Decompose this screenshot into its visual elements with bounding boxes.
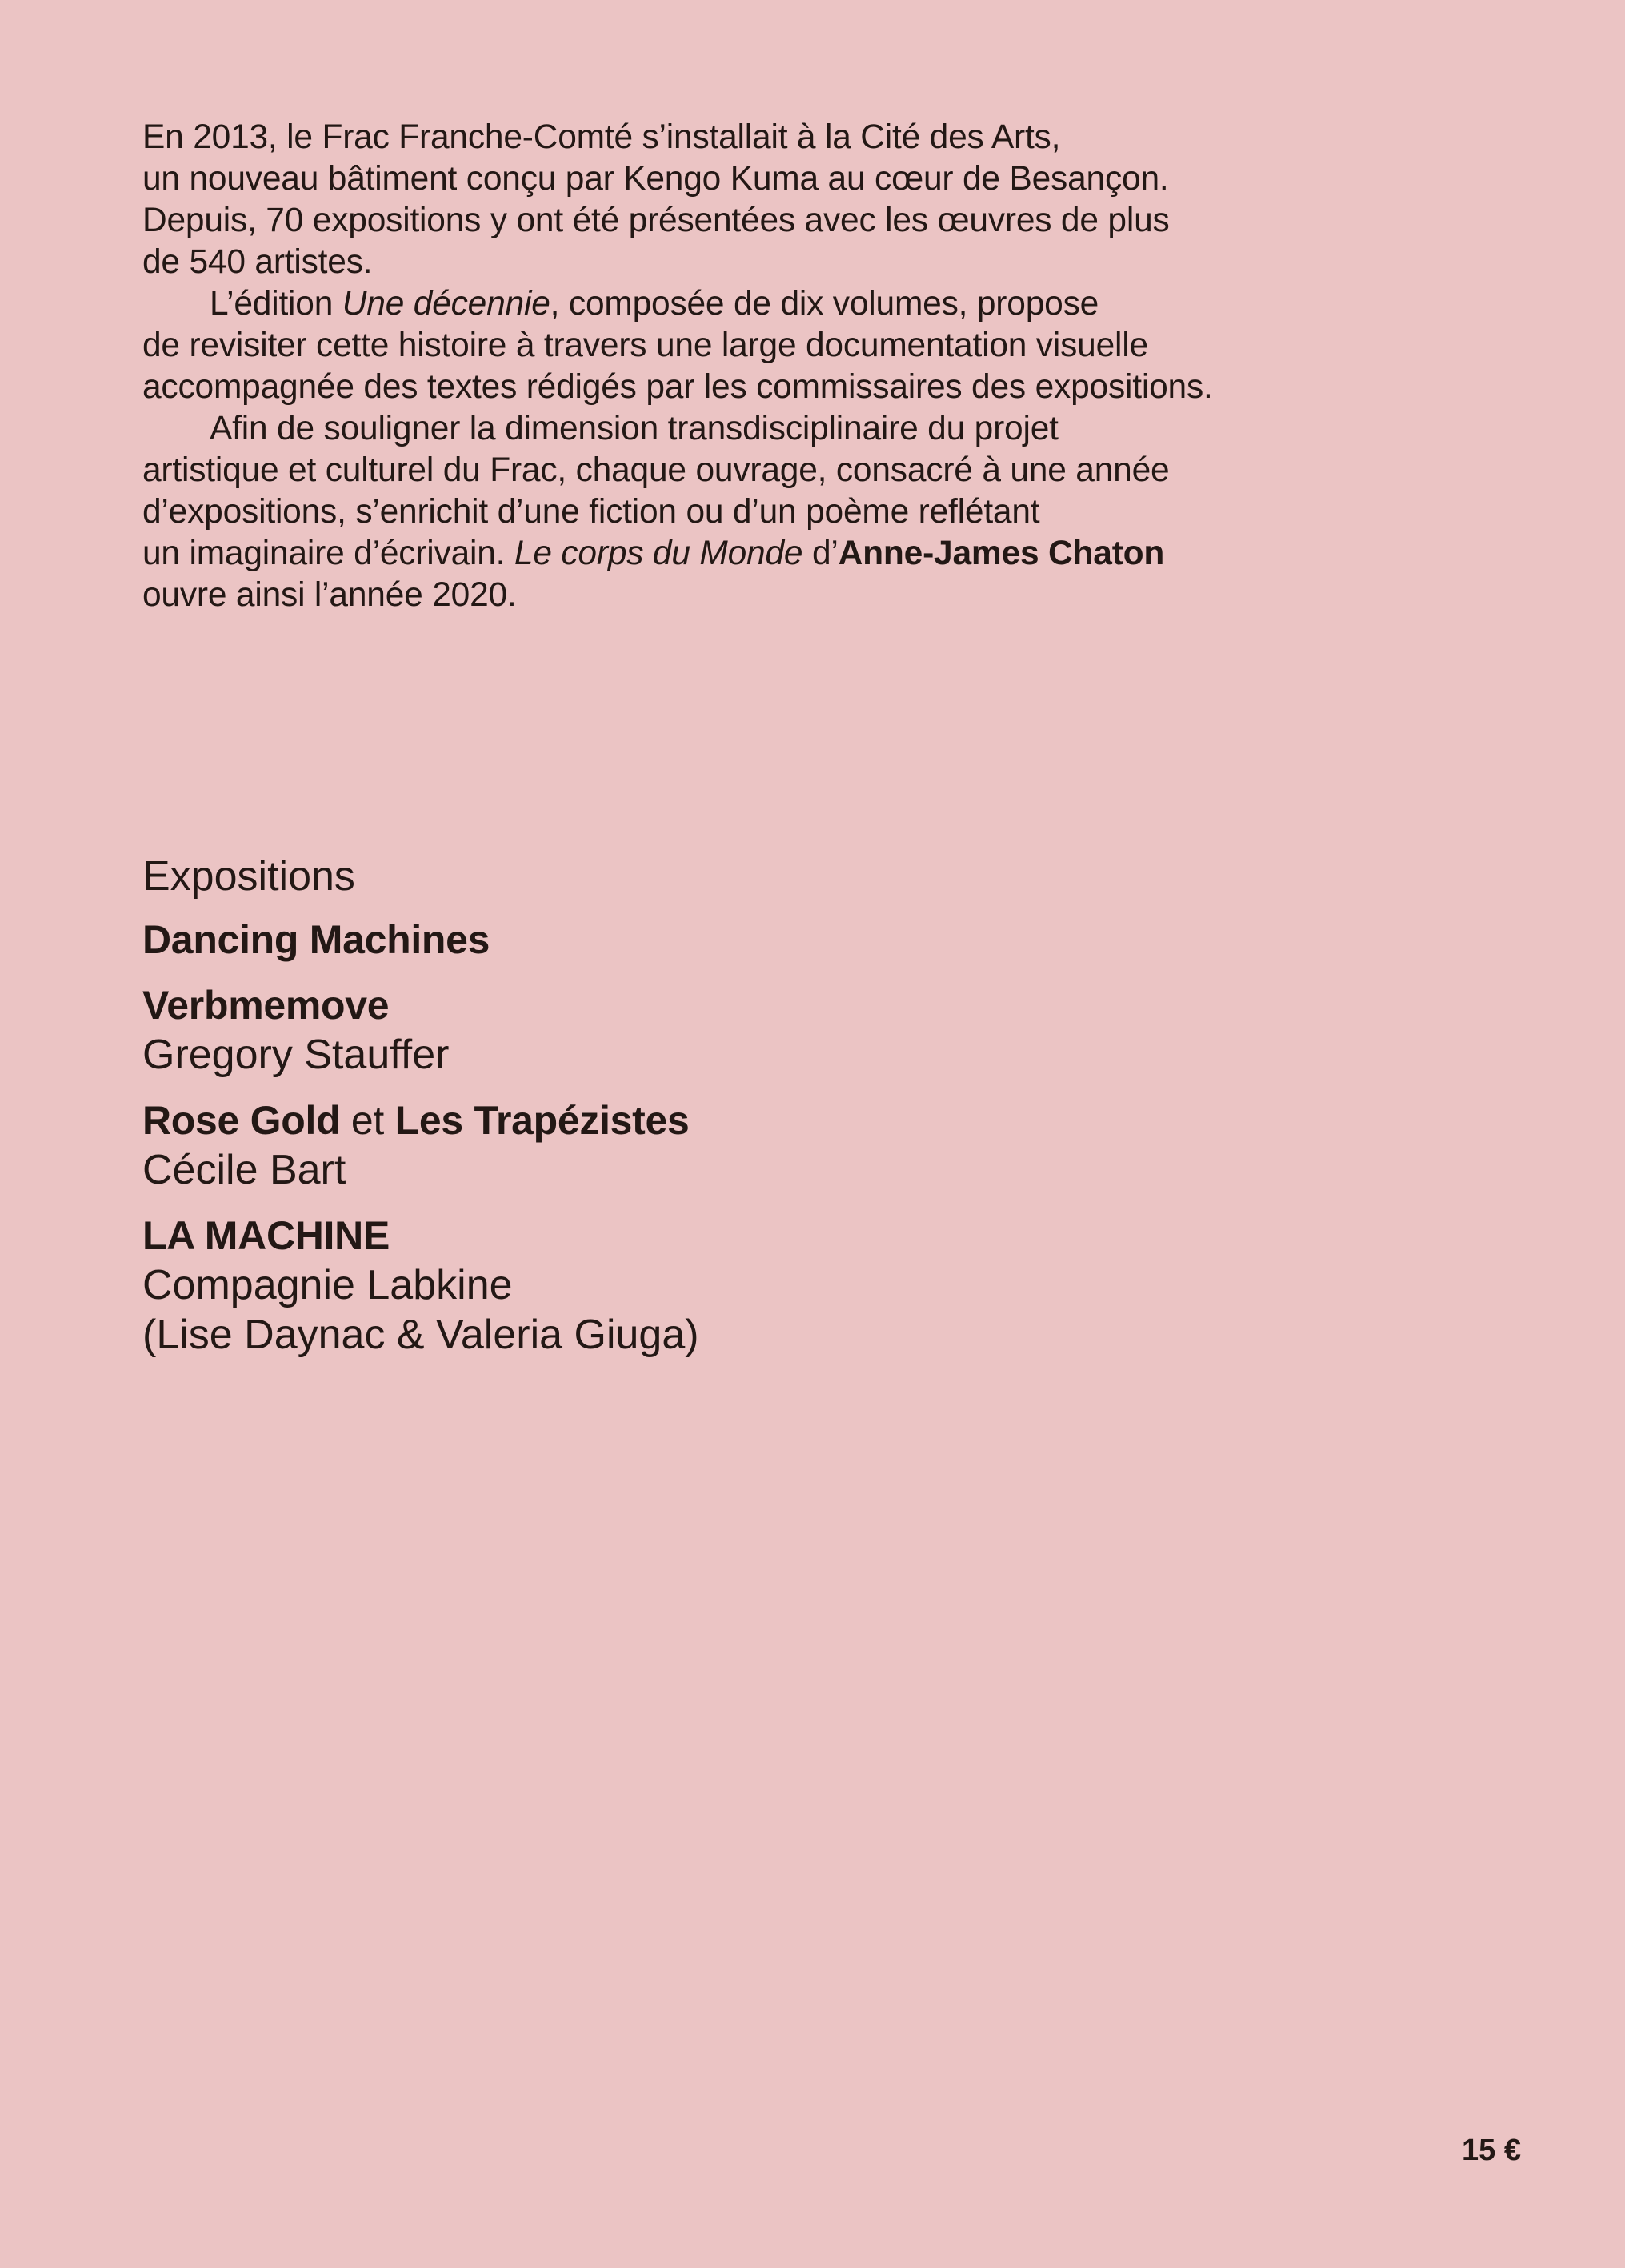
intro-p3-mid: d’ xyxy=(802,535,839,572)
exposition-title-part-2: Les Trapézistes xyxy=(394,1098,690,1143)
intro-text xyxy=(142,117,1487,616)
author-name: Anne-James Chaton xyxy=(838,535,1165,572)
exposition-artist: Cécile Bart xyxy=(142,1147,346,1193)
expositions-list xyxy=(142,852,1103,1376)
expositions-heading: Expositions xyxy=(142,853,355,900)
intro-p3-start: Afin de souligner la dimension transdisciplinaire du projet artistique et culturel du Frac, chaque ouvrage, consacré à une année d’expositions, s’enrichit d’une fiction ou d’un poème reflétant un imaginaire d’écrivain. xyxy=(142,410,1170,572)
exposition-item xyxy=(142,1211,1103,1360)
intro-paragraph-1: En 2013, le Frac Franche-Comté s’installait à la Cité des Arts, un nouveau bâtiment conçu par Kengo Kuma au cœur de Besançon. Depuis, 70 expositions y ont été présentées avec les œuvres de plus de 540 artistes. xyxy=(142,118,1170,281)
exposition-title: Dancing Machines xyxy=(142,917,490,962)
book-title: Le corps du Monde xyxy=(514,535,803,572)
exposition-item xyxy=(142,915,1103,964)
intro-paragraph-2 xyxy=(142,283,1487,408)
edition-title: Une décennie xyxy=(342,285,550,323)
intro-paragraph-3 xyxy=(142,408,1487,616)
exposition-item xyxy=(142,980,1103,1080)
intro-p3-end: ouvre ainsi l’année 2020. xyxy=(142,576,517,614)
exposition-title: Verbmemove xyxy=(142,983,390,1028)
exposition-title xyxy=(142,1096,1103,1145)
exposition-title-joiner: et xyxy=(350,1098,385,1143)
intro-p2-start: L’édition xyxy=(210,285,342,323)
price-label: 15 € xyxy=(1462,2134,1521,2167)
exposition-item xyxy=(142,1096,1103,1195)
exposition-title-part-1: Rose Gold xyxy=(142,1098,341,1143)
exposition-artist: Compagnie Labkine (Lise Daynac & Valeria Giuga) xyxy=(142,1262,699,1358)
exposition-artist: Gregory Stauffer xyxy=(142,1032,450,1078)
intro-p2-end: , composée de dix volumes, propose de revisiter cette histoire à travers une large documentation visuelle accompagnée des textes rédigés par les commissaires des expositions. xyxy=(142,285,1213,406)
exposition-title: LA MACHINE xyxy=(142,1213,390,1258)
